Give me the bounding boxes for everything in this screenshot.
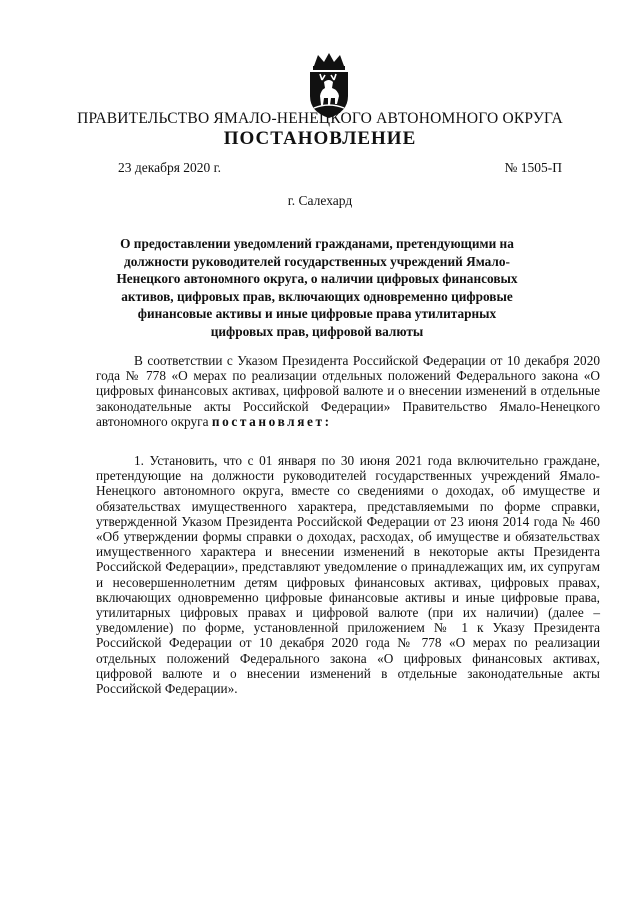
document-city: г. Салехард xyxy=(287,193,353,208)
preamble-paragraph xyxy=(96,353,600,429)
document-number: № 1505-П xyxy=(504,160,562,175)
document-title: О предоставлении уведомлений гражданами, претендующими на должности руководителей государственных учреждений Ямало-Ненецкого автономного округа, о наличии цифровых финансовых активов, цифровых прав, включающих одновременно цифровые финансовые активы и иные цифровые права утилитарных цифровых прав, цифровой валюты xyxy=(116,236,518,339)
document-date: 23 декабря 2020 г. xyxy=(118,160,222,175)
document-type: ПОСТАНОВЛЕНИЕ xyxy=(223,128,417,149)
clause-1-paragraph: 1. Установить, что с 01 января по 30 июня 2021 года включительно граждане, претендующие на должности руководителей государственных учреждений Ямало-Ненецкого автономного округа, вместе со сведениями о доходах, об имуществе и обязательствах имущественного характера, представляемыми по форме справки, утвержденной Указом Президента Российской Федерации от 23 июня 2014 года № 460 «Об утверждении формы справки о доходах, расходах, об имуществе и обязательствах имущественного характера и внесении изменений в некоторые акты Президента Российской Федерации», представляют уведомление о принадлежащих им, их супругам и несовершеннолетним детям цифровых финансовых активах, цифровых правах, включающих одновременно цифровые финансовые активы и иные цифровые права, утилитарных цифровых правах и цифровой валюте (при их наличии) (далее – уведомление) по форме, установленной приложением № 1 к Указу Президента Российской Федерации от 10 декабря 2020 года № 778 «О мерах по реализации отдельных положений Федерального закона «О цифровых финансовых активах, цифровой валюте и о внесении изменений в отдельные законодательные акты Российской Федерации». xyxy=(96,453,600,697)
preamble-text: В соответствии с Указом Президента Российской Федерации от 10 декабря 2020 года № 778 «О мерах по реализации отдельных положений Федерального закона «О цифровых финансовых активах, цифровой валюте и о внесении изменений в отдельные законодательные акты Российской Федерации» Правительство Ямало-Ненецкого автономного округа xyxy=(96,353,600,429)
government-name: ПРАВИТЕЛЬСТВО ЯМАЛО-НЕНЕЦКОГО АВТОНОМНОГО ОКРУГА xyxy=(77,110,563,127)
decree-word: постановляет: xyxy=(211,413,332,429)
